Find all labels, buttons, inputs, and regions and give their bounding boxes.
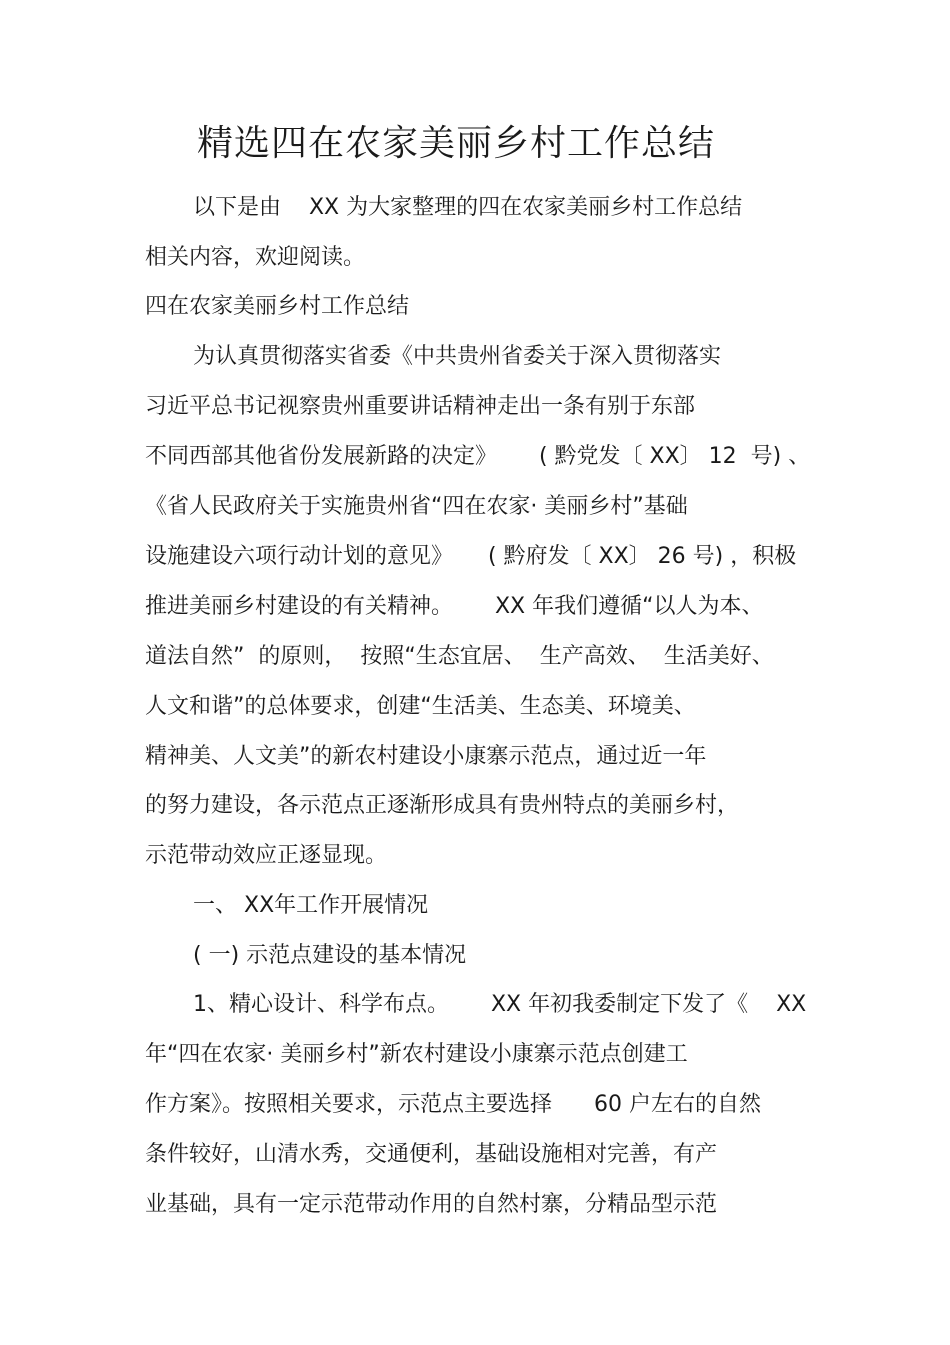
paragraph-line: 示范带动效应正逐显现。 bbox=[145, 843, 388, 868]
paragraph-line: 不同西部其他省份发展新路的决定》 ( 黔党发〔 XX〕 12 号) 、 bbox=[145, 444, 811, 469]
paragraph-line: 为认真贯彻落实省委《中共贵州省委关于深入贯彻落实 bbox=[193, 344, 722, 369]
paragraph-line: 1、精心设计、科学布点。 XX 年初我委制定下发了《 XX bbox=[193, 992, 807, 1017]
paragraph-line: 人文和谐”的总体要求，创建“生活美、生态美、环境美、 bbox=[145, 694, 696, 719]
paragraph-line: 以下是由 XX 为大家整理的四在农家美丽乡村工作总结 bbox=[193, 195, 743, 220]
paragraph-line: 推进美丽乡村建设的有关精神。 XX 年我们遵循“以人为本、 bbox=[145, 594, 764, 619]
section-heading: 四在农家美丽乡村工作总结 bbox=[145, 294, 410, 319]
paragraph-line: 作方案》。按照相关要求，示范点主要选择 60 户左右的自然 bbox=[145, 1092, 761, 1117]
section-heading: 一、 XX年工作开展情况 bbox=[193, 893, 429, 918]
paragraph-line: 习近平总书记视察贵州重要讲话精神走出一条有别于东部 bbox=[145, 394, 696, 419]
paragraph-line: 相关内容，欢迎阅读。 bbox=[145, 245, 366, 270]
paragraph-line: 设施建设六项行动计划的意见》 ( 黔府发〔 XX〕 26 号) ，积极 bbox=[145, 544, 797, 569]
paragraph-line: 条件较好，山清水秀，交通便利，基础设施相对完善，有产 bbox=[145, 1142, 718, 1167]
paragraph-line: 《省人民政府关于实施贵州省“四在农家· 美丽乡村”基础 bbox=[145, 494, 688, 519]
paragraph-line: 道法自然” 的原则， 按照“生态宜居、 生产高效、 生活美好、 bbox=[145, 644, 774, 669]
subsection-heading: ( 一) 示范点建设的基本情况 bbox=[193, 943, 467, 968]
paragraph-line: 精神美、人文美”的新农村建设小康寨示范点，通过近一年 bbox=[145, 744, 707, 769]
paragraph-line: 年“四在农家· 美丽乡村”新农村建设小康寨示范点创建工 bbox=[145, 1042, 688, 1067]
document-title: 精选四在农家美丽乡村工作总结 bbox=[196, 123, 715, 164]
paragraph-line: 业基础，具有一定示范带动作用的自然村寨，分精品型示范 bbox=[145, 1192, 718, 1217]
paragraph-line: 的努力建设，各示范点正逐渐形成具有贵州特点的美丽乡村， bbox=[145, 793, 740, 818]
